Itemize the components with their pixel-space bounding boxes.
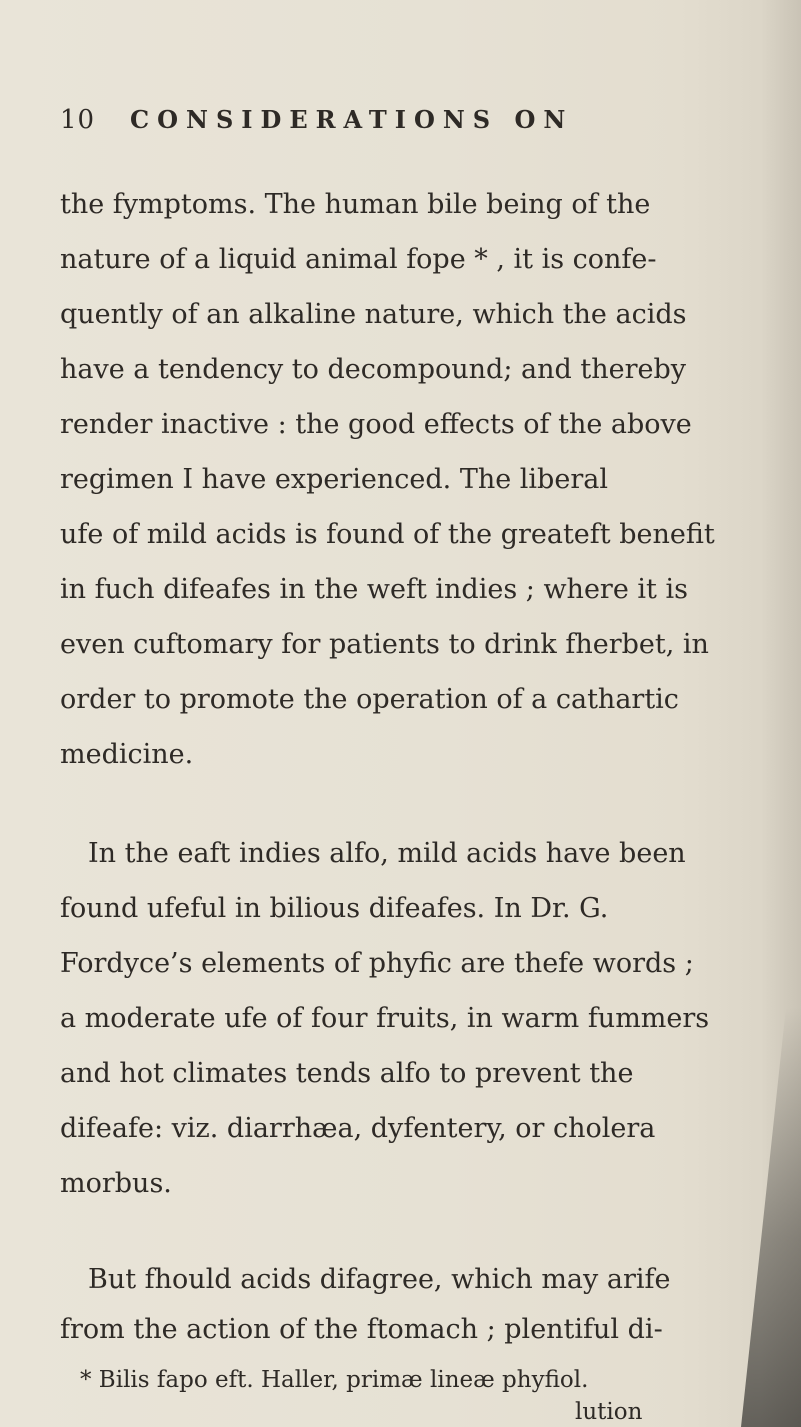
text-line: in fuch difeafes in the weft indies ; where it is xyxy=(60,574,688,605)
text-line: have a tendency to decompound; and thereby xyxy=(60,354,687,385)
text-line: the fymptoms. The human bile being of the xyxy=(60,189,651,220)
text-line: and hot climates tends alfo to prevent the xyxy=(60,1058,634,1089)
text-line: difeafe: viz. diarrhæa, dyfentery, or cholera xyxy=(60,1113,656,1144)
text-line: Fordyce’s elements of phyfic are thefe words ; xyxy=(60,948,694,979)
catchword: lution xyxy=(575,1399,643,1425)
text-line: morbus. xyxy=(60,1168,172,1199)
text-line: quently of an alkaline nature, which the acids xyxy=(60,299,687,330)
body-text xyxy=(60,0,765,1427)
footnote: * Bilis fapo eft. Haller, primæ lineæ phyfiol. xyxy=(80,1367,589,1393)
text-line: regimen I have experienced. The liberal xyxy=(60,464,608,495)
text-line: order to promote the operation of a cathartic xyxy=(60,684,679,715)
page-number: 10 xyxy=(60,105,96,135)
text-line: medicine. xyxy=(60,739,194,770)
text-line: from the action of the ftomach ; plentiful di- xyxy=(60,1314,663,1345)
running-title: CONSIDERATIONS ON xyxy=(130,105,574,134)
text-line: In the eaft indies alfo, mild acids have been xyxy=(88,838,686,869)
text-line: found ufeful in bilious difeafes. In Dr. G. xyxy=(60,893,609,924)
text-line: nature of a liquid animal fope * , it is confe- xyxy=(60,244,657,275)
text-line: a moderate ufe of four fruits, in warm fummers xyxy=(60,1003,710,1034)
text-line: ufe of mild acids is found of the greateft benefit xyxy=(60,519,715,550)
text-line: render inactive : the good effects of the above xyxy=(60,409,692,440)
text-line: even cuftomary for patients to drink fherbet, in xyxy=(60,629,709,660)
text-line: But fhould acids difagree, which may arife xyxy=(88,1264,671,1295)
